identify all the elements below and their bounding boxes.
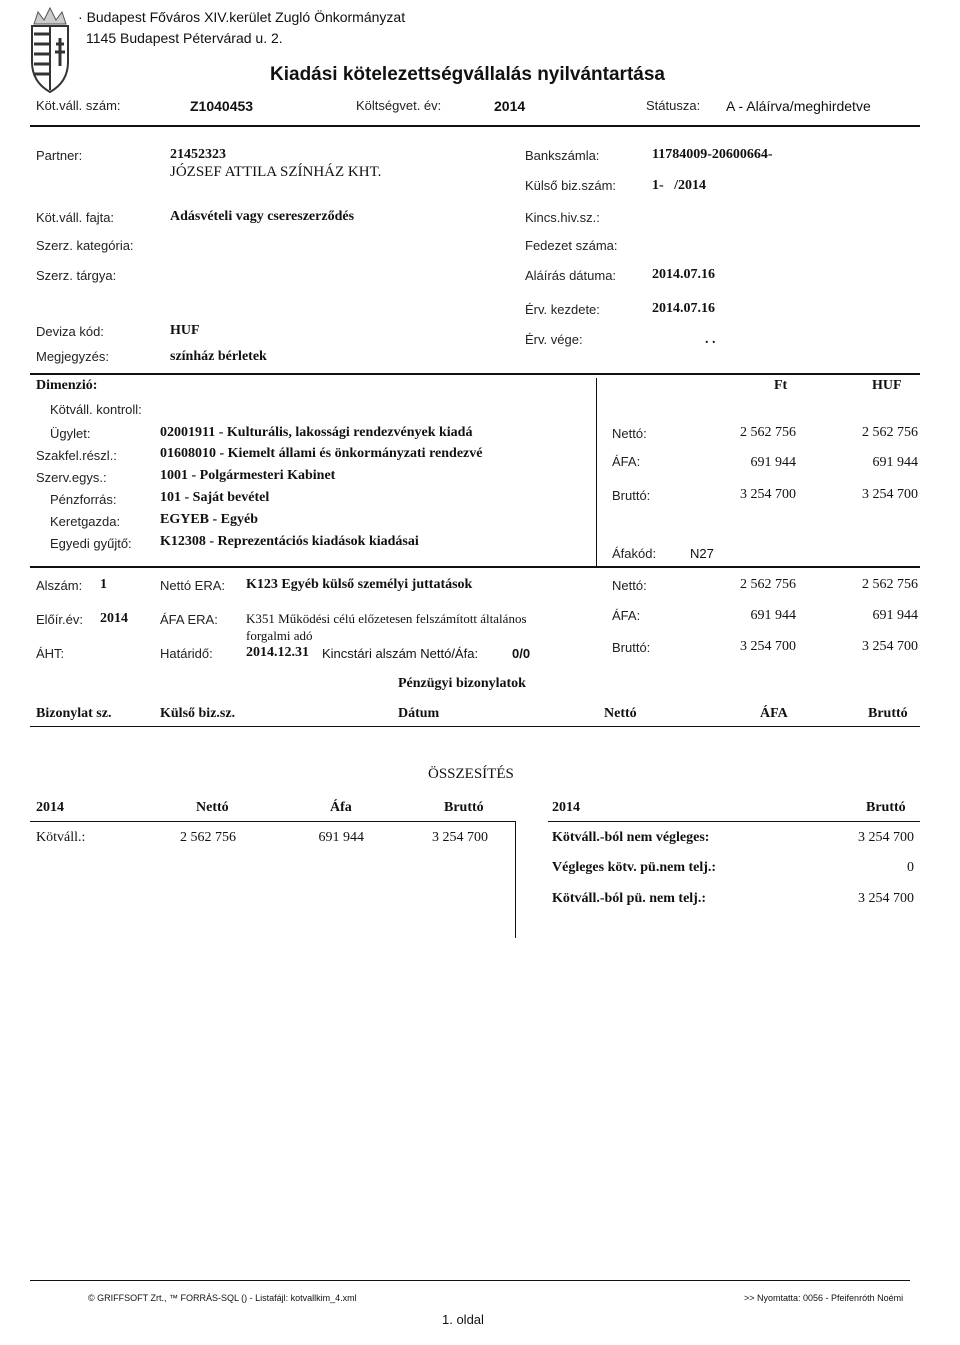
- sum-row-afa: 691 944: [318, 830, 364, 845]
- page-title: Kiadási kötelezettségvállalás nyilvántartása: [270, 64, 665, 85]
- afa-era-line1: K351 Működési célú előzetesen felszámított általános: [246, 611, 527, 626]
- afakod: N27: [690, 546, 714, 561]
- vertical-divider: [596, 378, 597, 566]
- dim-afa-huf: 691 944: [872, 455, 918, 470]
- dim-label-szerv: Szerv.egys.:: [36, 470, 107, 485]
- divider: [30, 566, 920, 568]
- erv-kezdete: 2014.07.16: [652, 301, 715, 316]
- kotvall-fajta: Adásvételi vagy csereszerződés: [170, 209, 355, 224]
- kulso-bizszam: 1- /2014: [652, 178, 707, 193]
- szerz-kategoria-label: Szerz. kategória:: [36, 238, 134, 253]
- dim-value-egyedi: K12308 - Reprezentációs kiadások kiadásai: [160, 534, 419, 549]
- sum-col-brutto: Bruttó: [444, 800, 484, 815]
- afakod-label: Áfakód:: [612, 546, 657, 561]
- sum-right-value-1: 3 254 700: [858, 830, 914, 845]
- hatarido-label: Határidő:: [160, 646, 213, 661]
- coat-of-arms-logo: [20, 4, 80, 96]
- dim-brutto-ft: 3 254 700: [740, 487, 796, 502]
- al-netto-label: Nettó:: [612, 578, 647, 593]
- footer-copyright: © GRIFFSOFT Zrt., ™ FORRÁS-SQL () - Listafájl: kotvallkim_4.xml: [88, 1293, 357, 1303]
- bankszamla: 11784009-20600664-: [652, 147, 773, 162]
- divider: [30, 726, 920, 727]
- sum-right-value-2: 0: [907, 860, 914, 875]
- dim-brutto-huf: 3 254 700: [862, 487, 918, 502]
- al-brutto-label: Bruttó:: [612, 640, 651, 655]
- dim-netto-ft: 2 562 756: [740, 425, 796, 440]
- erv-vege-label: Érv. vége:: [525, 332, 583, 347]
- footer-printed-by: >> Nyomtatta: 0056 - Pfeifenróth Noémi: [744, 1293, 904, 1303]
- megjegyzes-label: Megjegyzés:: [36, 349, 109, 364]
- al-brutto-huf: 3 254 700: [862, 639, 918, 654]
- kincstari-label: Kincstári alszám Nettó/Áfa:: [322, 646, 479, 661]
- dimenzio-title: Dimenzió:: [36, 378, 98, 393]
- col-ft: Ft: [774, 378, 788, 393]
- dim-brutto-label: Bruttó:: [612, 488, 651, 503]
- footer-divider: [30, 1280, 910, 1281]
- dim-netto-label: Nettó:: [612, 426, 647, 441]
- col-afa: ÁFA: [760, 706, 788, 721]
- al-afa-label: ÁFA:: [612, 608, 641, 623]
- kotvall-szam: Z1040453: [190, 98, 254, 114]
- col-netto: Nettó: [604, 706, 637, 721]
- dim-value-szerv: 1001 - Polgármesteri Kabinet: [160, 468, 336, 483]
- sum-right-label-3: Kötváll.-ból pü. nem telj.:: [552, 891, 706, 906]
- penzugyi-title: Pénzügyi bizonylatok: [398, 676, 526, 691]
- dim-netto-huf: 2 562 756: [862, 425, 918, 440]
- col-datum: Dátum: [398, 706, 440, 721]
- alairas-label: Aláírás dátuma:: [525, 268, 617, 283]
- org-name: · Budapest Főváros XIV.kerület Zugló Önkormányzat: [78, 9, 406, 25]
- eloir-ev-label: Előír.év:: [36, 612, 83, 627]
- dim-value-szakfel: 01608010 - Kiemelt állami és önkormányzati rendezvé: [160, 446, 483, 461]
- col-bizonylat: Bizonylat sz.: [36, 706, 112, 721]
- koltsegvet-ev: 2014: [494, 98, 526, 114]
- statusza-label: Státusza:: [646, 98, 701, 113]
- dim-value-ugylet: 02001911 - Kulturális, lakossági rendezvények kiadá: [160, 425, 473, 440]
- sum-col-afa: Áfa: [330, 800, 352, 815]
- dim-afa-label: ÁFA:: [612, 454, 641, 469]
- col-brutto: Bruttó: [868, 706, 908, 721]
- osszesites-title: ÖSSZESÍTÉS: [428, 766, 514, 782]
- deviza: HUF: [170, 323, 200, 338]
- col-kulso-biz: Külső biz.sz.: [160, 706, 236, 721]
- partner-id: 21452323: [170, 147, 226, 162]
- dim-value-penzforras: 101 - Saját bevétel: [160, 490, 270, 505]
- sum-right-year: 2014: [552, 800, 580, 815]
- col-huf: HUF: [872, 378, 902, 393]
- sum-row-netto: 2 562 756: [180, 830, 236, 845]
- kulso-bizszam-label: Külső biz.szám:: [525, 178, 617, 193]
- vertical-divider: [515, 822, 516, 938]
- koltsegvet-ev-label: Költségvet. év:: [356, 98, 442, 113]
- alairas-date: 2014.07.16: [652, 267, 715, 282]
- afa-era-label: ÁFA ERA:: [160, 612, 218, 627]
- dim-label-egyedi: Egyedi gyűjtő:: [50, 536, 132, 551]
- afa-era-line2: forgalmi adó: [246, 628, 313, 643]
- kincs-label: Kincs.hiv.sz.:: [525, 210, 600, 225]
- fedezet-label: Fedezet száma:: [525, 238, 618, 253]
- netto-era: K123 Egyéb külső személyi juttatások: [246, 577, 473, 592]
- deviza-label: Deviza kód:: [36, 324, 104, 339]
- dim-label-ugylet: Ügylet:: [50, 426, 91, 441]
- al-netto-huf: 2 562 756: [862, 577, 918, 592]
- sum-right-value-3: 3 254 700: [858, 891, 914, 906]
- kotvall-kontroll-label: Kötváll. kontroll:: [50, 402, 142, 417]
- divider: [30, 373, 920, 375]
- dim-label-keretgazda: Keretgazda:: [50, 514, 121, 529]
- netto-era-label: Nettó ERA:: [160, 578, 226, 593]
- alszam-label: Alszám:: [36, 578, 83, 593]
- al-netto-ft: 2 562 756: [740, 577, 796, 592]
- sum-right-brutto: Bruttó: [866, 800, 906, 815]
- kincstari: 0/0: [512, 646, 531, 661]
- alszam: 1: [100, 577, 107, 592]
- sum-row-label: Kötváll.:: [36, 830, 86, 845]
- partner-label: Partner:: [36, 148, 83, 163]
- sum-row-brutto: 3 254 700: [432, 830, 488, 845]
- divider: [30, 125, 920, 127]
- dim-afa-ft: 691 944: [750, 455, 796, 470]
- al-afa-huf: 691 944: [872, 608, 918, 623]
- divider: [548, 821, 920, 822]
- divider: [30, 821, 516, 822]
- aht-label: ÁHT:: [36, 646, 65, 661]
- sum-right-label-1: Kötváll.-ból nem végleges:: [552, 830, 710, 845]
- dim-label-szakfel: Szakfel.részl.:: [36, 448, 117, 463]
- org-address: 1145 Budapest Pétervárad u. 2.: [86, 30, 283, 46]
- page-number: 1. oldal: [442, 1312, 484, 1327]
- sum-col-netto: Nettó: [196, 800, 229, 815]
- megjegyzes: színház bérletek: [170, 349, 267, 364]
- al-brutto-ft: 3 254 700: [740, 639, 796, 654]
- dim-label-penzforras: Pénzforrás:: [50, 492, 117, 507]
- erv-vege: . .: [705, 332, 716, 347]
- kotvall-szam-label: Köt.váll. szám:: [36, 98, 121, 113]
- erv-kezdete-label: Érv. kezdete:: [525, 302, 600, 317]
- sum-right-label-2: Végleges kötv. pü.nem telj.:: [552, 860, 717, 875]
- kotvall-fajta-label: Köt.váll. fajta:: [36, 210, 115, 225]
- hatarido: 2014.12.31: [246, 645, 309, 660]
- sum-year: 2014: [36, 800, 64, 815]
- bankszamla-label: Bankszámla:: [525, 148, 600, 163]
- eloir-ev: 2014: [100, 611, 128, 626]
- al-afa-ft: 691 944: [750, 608, 796, 623]
- szerz-targya-label: Szerz. tárgya:: [36, 268, 117, 283]
- statusza: A - Aláírva/meghirdetve: [726, 98, 871, 114]
- partner-name: JÓZSEF ATTILA SZÍNHÁZ KHT.: [170, 164, 382, 180]
- dim-value-keretgazda: EGYEB - Egyéb: [160, 512, 259, 527]
